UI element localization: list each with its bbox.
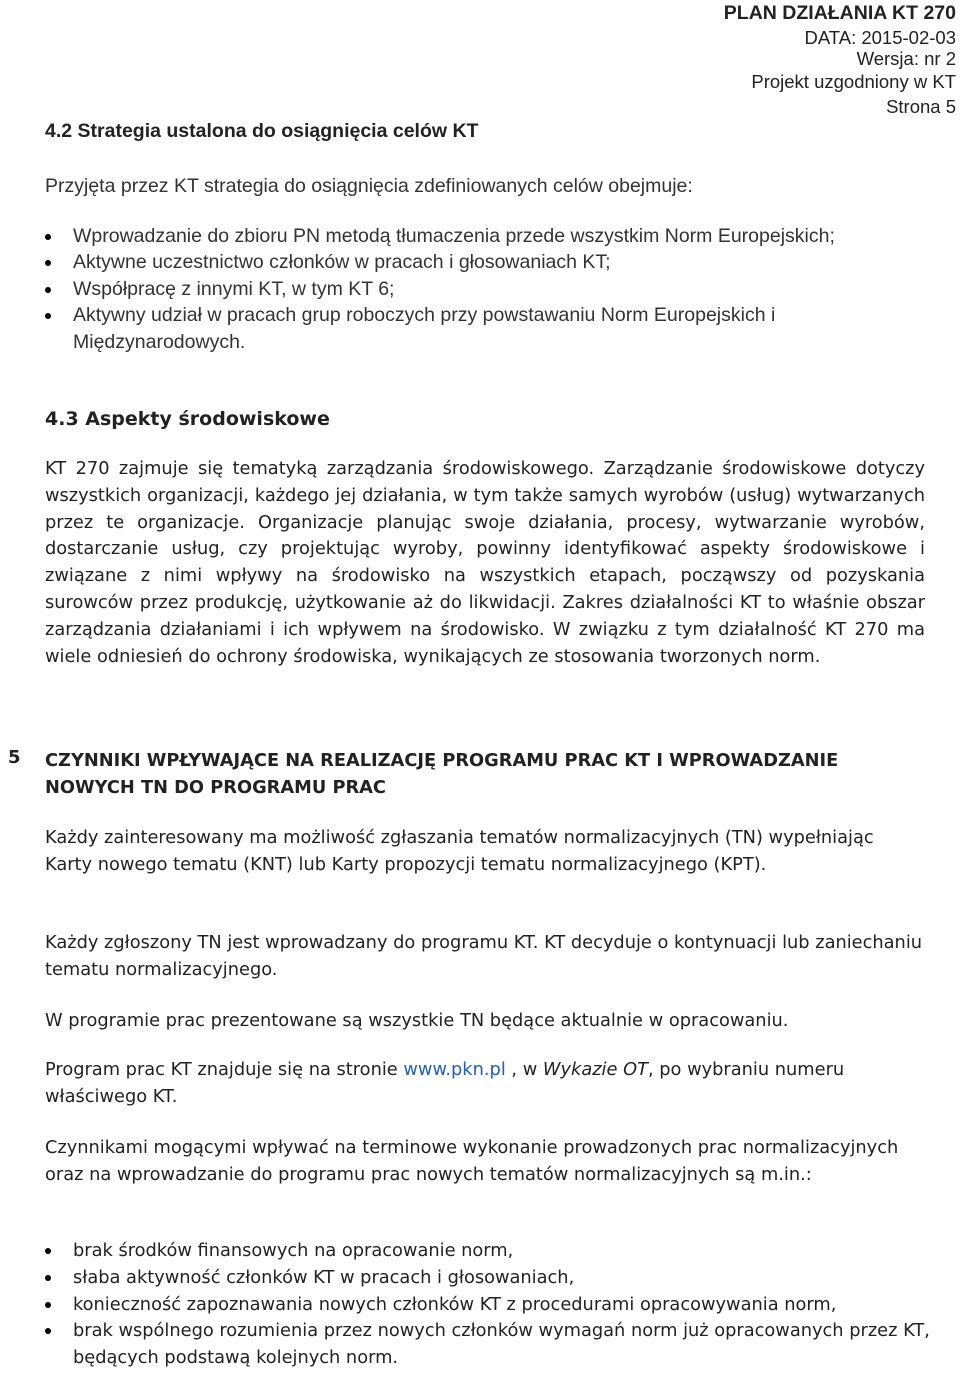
section-4-2-intro: Przyjęta przez KT strategia do osiągnięcia zdefiniowanych celów obejmuje: (45, 175, 693, 197)
paragraph-text: , po wybraniu numeru właściwego KT. (45, 1059, 845, 1107)
section-5-paragraph-5: Czynnikami mogącymi wpływać na terminowe wykonanie prowadzonych prac normalizacyjnych oraz na wprowadzanie do programu prac nowych tematów normalizacyjnych są m.in.: (45, 1137, 899, 1185)
strategy-list (73, 223, 953, 355)
list-item: Aktywne uczestnictwo członków w pracach i głosowaniach KT; (73, 249, 953, 275)
section-5-paragraph-4 (45, 1057, 925, 1111)
section-5-paragraph-3: W programie prac prezentowane są wszystkie TN będące aktualnie w opracowaniu. (45, 1010, 789, 1031)
factors-list (73, 1238, 953, 1372)
document-version: Wersja: nr 2 (856, 48, 956, 69)
pkn-website-link[interactable]: www.pkn.pl (403, 1059, 506, 1080)
wykaz-ot-text: Wykazie OT (542, 1059, 648, 1080)
list-item: Wprowadzanie do zbioru PN metodą tłumaczenia przede wszystkim Norm Europejskich; (73, 223, 953, 249)
list-item: Aktywny udział w pracach grup roboczych przy powstawaniu Norm Europejskich i Międzynarodowych. (73, 302, 953, 355)
paragraph-text: , w (505, 1059, 543, 1080)
list-item: brak środków finansowych na opracowanie norm, (73, 1238, 953, 1265)
list-item: Współpracę z innymi KT, w tym KT 6; (73, 276, 953, 302)
document-date: DATA: 2015-02-03 (804, 27, 956, 48)
list-item: konieczność zapoznawania nowych członków KT z procedurami opracowywania norm, (73, 1292, 953, 1319)
section-4-3-heading: 4.3 Aspekty środowiskowe (45, 408, 330, 430)
section-5-paragraph-1: Każdy zainteresowany ma możliwość zgłaszania tematów normalizacyjnych (TN) wypełniając Karty nowego tematu (KNT) lub Karty propozycji tematu normalizacyjnego (KPT). (45, 827, 874, 875)
list-item: słaba aktywność członków KT w pracach i głosowaniach, (73, 1265, 953, 1292)
section-4-3-body: KT 270 zajmuje się tematyką zarządzania środowiskowego. Zarządzanie środowiskowe dotyczy wszystkich organizacji, każdego jej działania, w tym także samych wyrobów (usług) wytwarzanych przez te organizacje. Organizacje planując swoje działania, procesy, wytwarzanie wyrobów, dostarczanie usług, czy projektując wyroby, powinny identyfikować aspekty środowiskowe i związane z nimi wpływy na środowisko na wszystkich etapach, począwszy od pozyskania surowców przez produkcję, użytkowanie aż do likwidacji. Zakres działalności KT to właśnie obszar zarządzania działaniami i ich wpływem na środowisko. W związku z tym działalność KT 270 ma wiele odniesień do ochrony środowiska, wynikających ze stosowania tworzonych norm. (45, 458, 925, 667)
section-5-paragraph-2: Każdy zgłoszony TN jest wprowadzany do programu KT. KT decyduje o kontynuacji lub zaniechaniu tematu normalizacyjnego. (45, 932, 923, 980)
page-number: Strona 5 (886, 96, 956, 117)
paragraph-text: Program prac KT znajduje się na stronie (45, 1059, 404, 1080)
document-status: Projekt uzgodniony w KT (751, 71, 956, 92)
section-5-number: 5 (8, 747, 21, 768)
section-5-heading: CZYNNIKI WPŁYWAJĄCE NA REALIZACJĘ PROGRAMU PRAC KT I WPROWADZANIE NOWYCH TN DO PROGRAMU PRAC (45, 750, 839, 798)
section-4-2-heading: 4.2 Strategia ustalona do osiągnięcia celów KT (45, 120, 479, 142)
list-item: brak wspólnego rozumienia przez nowych członków wymagań norm już opracowanych przez KT, będących podstawą kolejnych norm. (73, 1318, 953, 1372)
document-title: PLAN DZIAŁANIA KT 270 (723, 2, 956, 24)
